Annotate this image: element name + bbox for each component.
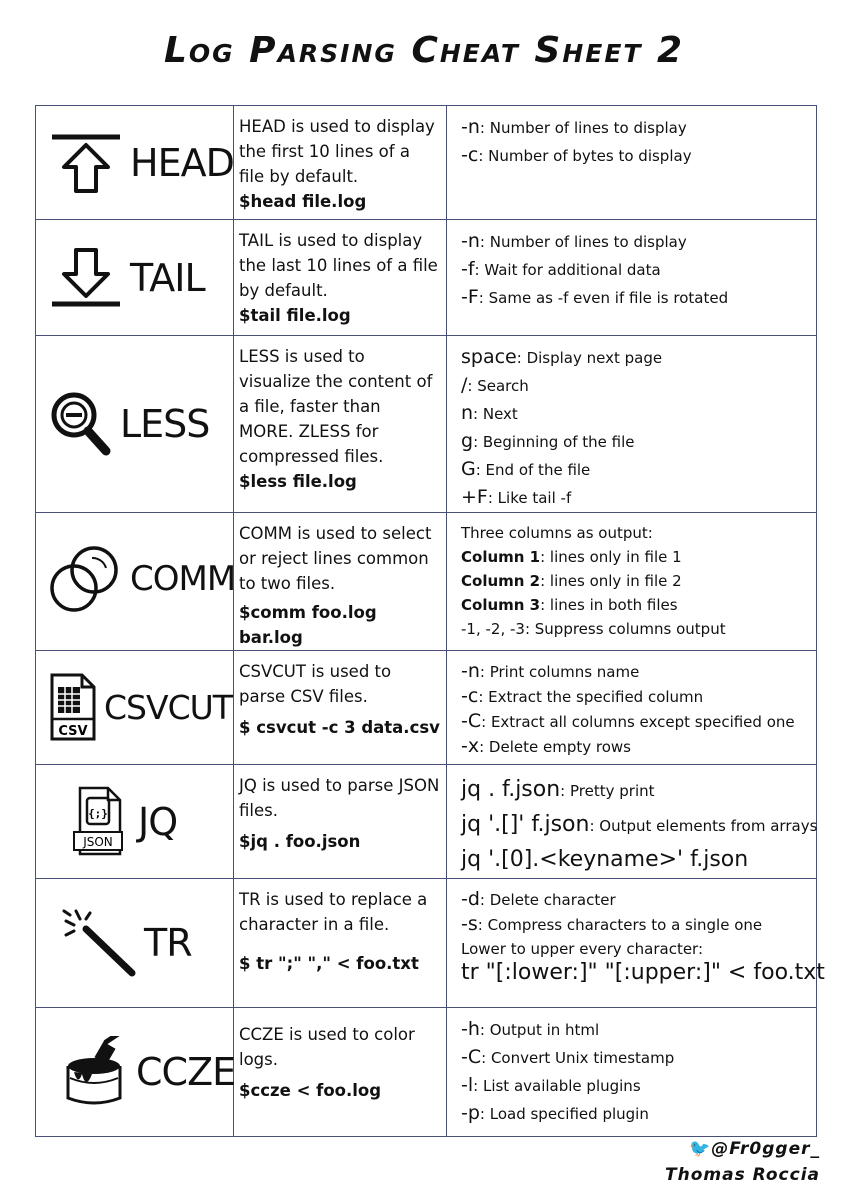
row-jq <box>36 765 817 879</box>
command-example: $head file.log <box>239 192 367 211</box>
option-item: jq . f.json: Pretty print <box>461 777 655 802</box>
command-name: CCZE <box>136 1050 236 1094</box>
command-name: TR <box>144 921 192 965</box>
option-item: -n: Number of lines to display <box>461 230 687 252</box>
command-description: JQ is used to parse JSON files. <box>239 776 440 820</box>
option-item: -n: Print columns name <box>461 660 640 682</box>
command-example: $less file.log <box>239 472 357 491</box>
circles-icon <box>48 544 124 614</box>
csv-file-label: CSV <box>58 723 88 739</box>
command-example: $ tr ";" "," < foo.txt <box>239 954 419 973</box>
option-item: -F: Same as -f even if file is rotated <box>461 286 729 308</box>
option-item: -C: Convert Unix timestamp <box>461 1046 675 1068</box>
command-description: COMM is used to select or reject lines common to two files. <box>239 524 432 593</box>
author-name: Thomas Roccia <box>665 1165 820 1185</box>
option-note: Lower to upper every character: <box>461 940 704 958</box>
option-item: -l: List available plugins <box>461 1074 641 1096</box>
csv-file-icon <box>48 673 98 743</box>
author-credit <box>665 1136 820 1188</box>
twitter-handle[interactable]: @Fr0gger_ <box>711 1139 820 1159</box>
command-description: CCZE is used to color logs. <box>239 1025 415 1069</box>
row-tail <box>36 220 817 336</box>
command-name: LESS <box>120 402 210 446</box>
json-file-glyph: {;} <box>88 806 108 820</box>
option-item: -f: Wait for additional data <box>461 258 661 280</box>
row-comm <box>36 513 817 651</box>
command-name: HEAD <box>130 140 234 185</box>
option-item: /: Search <box>461 374 529 396</box>
option-intro: Three columns as output: <box>461 524 653 542</box>
command-description: TR is used to replace a character in a file. <box>239 890 428 934</box>
command-example: $comm foo.log bar.log <box>239 603 377 647</box>
option-item: -p: Load specified plugin <box>461 1102 649 1124</box>
option-item: -n: Number of lines to display <box>461 116 687 138</box>
option-item: jq '.[0].<keyname>' f.json <box>461 847 749 872</box>
option-item: G: End of the file <box>461 458 591 480</box>
option-item: -1, -2, -3: Suppress columns output <box>461 620 726 638</box>
row-csvcut <box>36 651 817 765</box>
cheat-sheet-table <box>35 105 825 1137</box>
option-item: -c: Number of bytes to display <box>461 144 692 166</box>
paint-bucket-icon <box>60 1036 130 1108</box>
magnifier-icon <box>48 389 114 459</box>
option-item: -d: Delete character <box>461 888 616 910</box>
command-description: HEAD is used to display the first 10 lines of a file by default. <box>239 117 435 186</box>
option-item: -c: Extract the specified column <box>461 685 704 707</box>
option-item: Column 2: lines only in file 2 <box>461 572 682 590</box>
option-item: Column 1: lines only in file 1 <box>461 548 682 566</box>
option-item: -C: Extract all columns except specified one <box>461 710 795 732</box>
head-icon <box>48 131 124 195</box>
option-item: -x: Delete empty rows <box>461 735 631 757</box>
command-name: COMM <box>130 559 236 599</box>
json-file-icon <box>70 786 126 858</box>
command-name: JQ <box>138 799 178 844</box>
command-example: $tail file.log <box>239 306 351 325</box>
option-item: jq '.[]' f.json: Output elements from arrays <box>461 812 818 837</box>
command-description: CSVCUT is used to parse CSV files. <box>239 662 392 706</box>
row-ccze <box>36 1008 817 1137</box>
option-item: space: Display next page <box>461 346 663 368</box>
twitter-bird-icon: 🐦 <box>689 1139 712 1159</box>
row-less <box>36 336 817 513</box>
option-item: -s: Compress characters to a single one <box>461 913 763 935</box>
command-example: $ csvcut -c 3 data.csv <box>239 718 440 737</box>
tail-icon <box>48 246 124 310</box>
page-title: Log Parsing Cheat Sheet 2 <box>163 30 685 71</box>
option-item: n: Next <box>461 402 518 424</box>
option-item: -h: Output in html <box>461 1018 600 1040</box>
command-example: $ccze < foo.log <box>239 1081 382 1100</box>
option-command: tr "[:lower:]" "[:upper:]" < foo.txt <box>461 960 825 985</box>
row-tr <box>36 879 817 1008</box>
option-item: +F: Like tail -f <box>461 486 572 508</box>
json-file-label: JSON <box>83 834 113 849</box>
row-head <box>36 106 817 220</box>
command-description: LESS is used to visualize the content of a file, faster than MORE. ZLESS for compressed files. <box>239 347 433 466</box>
option-item: Column 3: lines in both files <box>461 596 678 614</box>
command-name: TAIL <box>130 255 205 300</box>
command-description: TAIL is used to display the last 10 lines of a file by default. <box>239 231 438 300</box>
command-example: $jq . foo.json <box>239 832 361 851</box>
option-item: g: Beginning of the file <box>461 430 635 452</box>
command-name: CSVCUT <box>104 688 232 727</box>
magic-wand-icon <box>62 907 138 979</box>
